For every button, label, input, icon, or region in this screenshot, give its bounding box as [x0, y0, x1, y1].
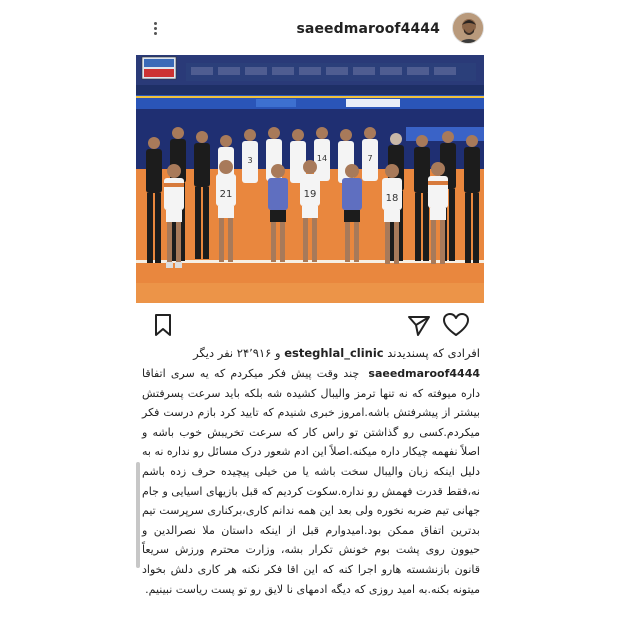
svg-text:18: 18: [385, 193, 399, 204]
caption-username[interactable]: saeedmaroof4444: [368, 367, 480, 380]
save-bookmark-icon[interactable]: [150, 312, 176, 338]
post-actions: [136, 308, 484, 342]
caption-text: چند وقت پیش فکر میکردم که یه سری اتفاقا داره میوفته که نه تنها ترمز والیبال کشیده شه بلکه باید سرعت پسرفتش بیشتر از پیشرفتش باشه.امروز خبری شنیدم که تایید کرد بازم درست فکر میکردم.کسی رو گذاشتن تو راس کار که سرعت تخریبش خوب باشه و اصلاً نفهمه چیکار داره میکنه.اصلاً این ادم شعور درک مسائل رو نداره نه به دلیل اینکه زبان والیبال سخت باشه یا من خیلی پیچیده حرف زده باشم نه،فقط قدرت فهمش رو نداره.سکوت کردیم که قبل بازیهای اسیایی و جام جهانی تیم ضربه نخوره ولی بعد این همه ندانم کاری،برکناری سرپرست تیم بدترین اتفاق ممکن بود.امیدوارم قبل از اینکه داستان ملا نصرالدین و حیوون روی پشت بوم خونش تکرار بشه، وزارت محترم ورزش سریعاً قانون بازنشسته هارو اجرا کنه که این اقا فکر نکنه هر کاری دلش بخواد میتونه بکنه.به امید روزی که دیگه ادمهای نا لایق رو تو پست ریاست نبینیم.: [141, 367, 480, 596]
caption-area: [136, 342, 484, 612]
svg-text:3: 3: [247, 156, 253, 165]
post-caption: [136, 364, 484, 599]
svg-text:7: 7: [367, 154, 373, 163]
likes-suffix: و ۲۴٬۹۱۶ نفر دیگر: [193, 346, 281, 360]
likes-prefix: افرادی که پسندیدند: [387, 346, 480, 360]
svg-text:19: 19: [303, 189, 317, 200]
svg-text:21: 21: [219, 189, 233, 200]
share-send-icon[interactable]: [406, 312, 432, 338]
scrollbar[interactable]: [136, 462, 140, 568]
more-options-icon[interactable]: [150, 20, 160, 40]
post-image[interactable]: [136, 55, 484, 303]
avatar[interactable]: [452, 12, 484, 44]
likes-summary[interactable]: [136, 342, 484, 364]
liker-username[interactable]: esteghlal_clinic: [284, 346, 384, 360]
svg-text:14: 14: [316, 154, 328, 163]
post-header: [136, 10, 484, 48]
like-heart-icon[interactable]: [442, 312, 468, 338]
post-username[interactable]: saeedmaroof4444: [296, 21, 440, 37]
